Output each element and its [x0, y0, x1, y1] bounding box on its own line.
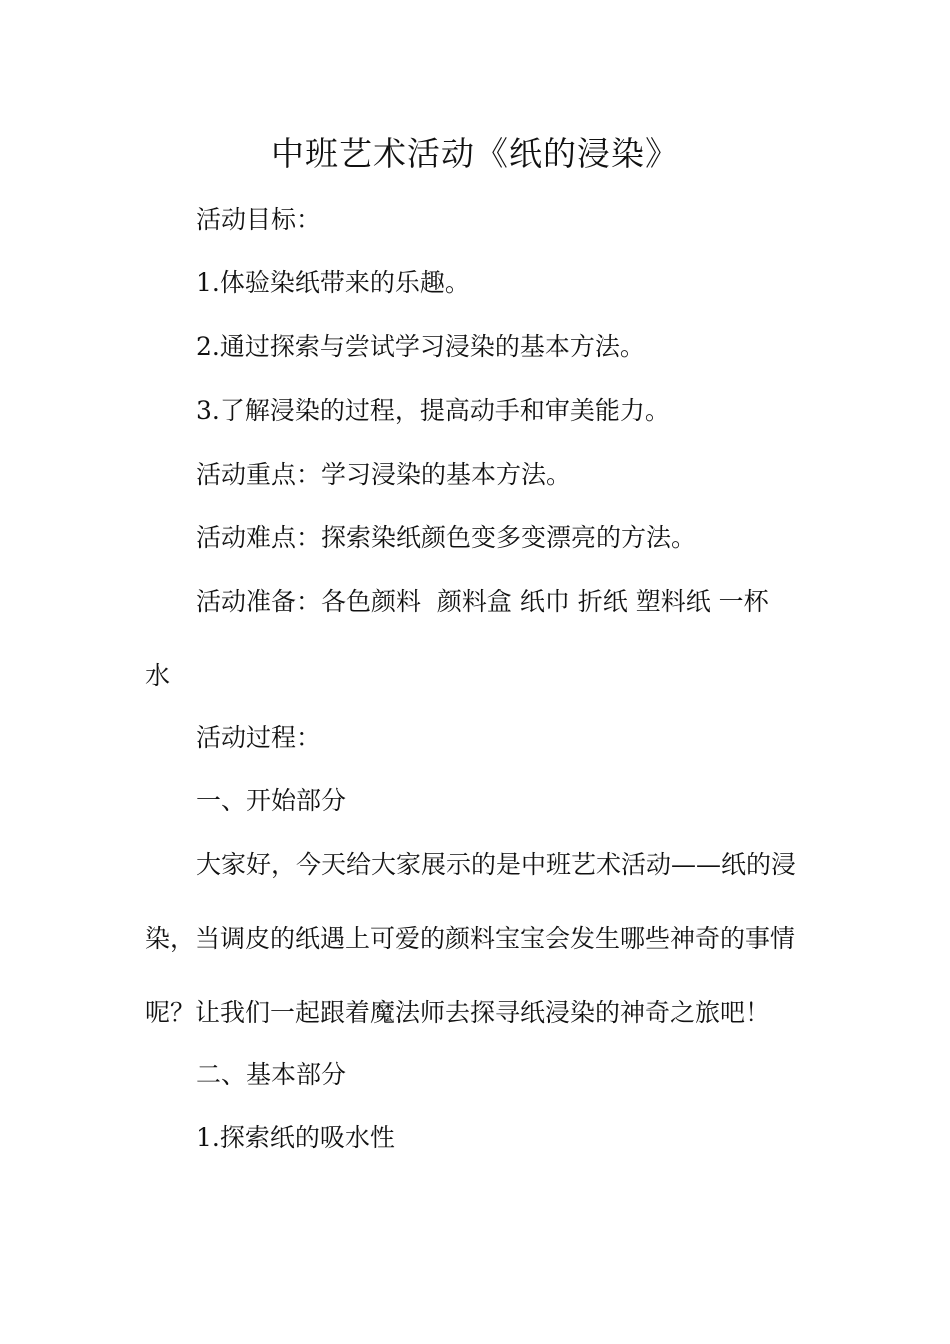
- process-heading: 活动过程：: [196, 723, 322, 752]
- goals-heading: 活动目标：: [196, 205, 322, 234]
- step-item-1: 1.探索纸的吸水性: [196, 1123, 395, 1152]
- part-one-heading: 一、开始部分: [196, 786, 347, 815]
- intro-line-2: 染，当调皮的纸遇上可爱的颜料宝宝会发生哪些神奇的事情: [145, 924, 796, 953]
- preparation-line-1: 活动准备：各色颜料 颜料盒 纸巾 折纸 塑料纸 一杯: [196, 587, 769, 616]
- preparation-line-2: 水: [145, 661, 171, 690]
- goal-item-1: 1.体验染纸带来的乐趣。: [196, 268, 470, 297]
- intro-line-1: 大家好，今天给大家展示的是中班艺术活动——纸的浸: [196, 850, 797, 879]
- part-two-heading: 二、基本部分: [196, 1060, 347, 1089]
- goal-item-3: 3.了解浸染的过程，提高动手和审美能力。: [196, 396, 670, 425]
- key-point: 活动重点：学习浸染的基本方法。: [196, 460, 572, 489]
- difficulty: 活动难点：探索染纸颜色变多变漂亮的方法。: [196, 523, 697, 552]
- goal-item-2: 2.通过探索与尝试学习浸染的基本方法。: [196, 332, 645, 361]
- intro-line-3: 呢？让我们一起跟着魔法师去探寻纸浸染的神奇之旅吧！: [145, 998, 771, 1027]
- document-title: 中班艺术活动《纸的浸染》: [271, 134, 679, 173]
